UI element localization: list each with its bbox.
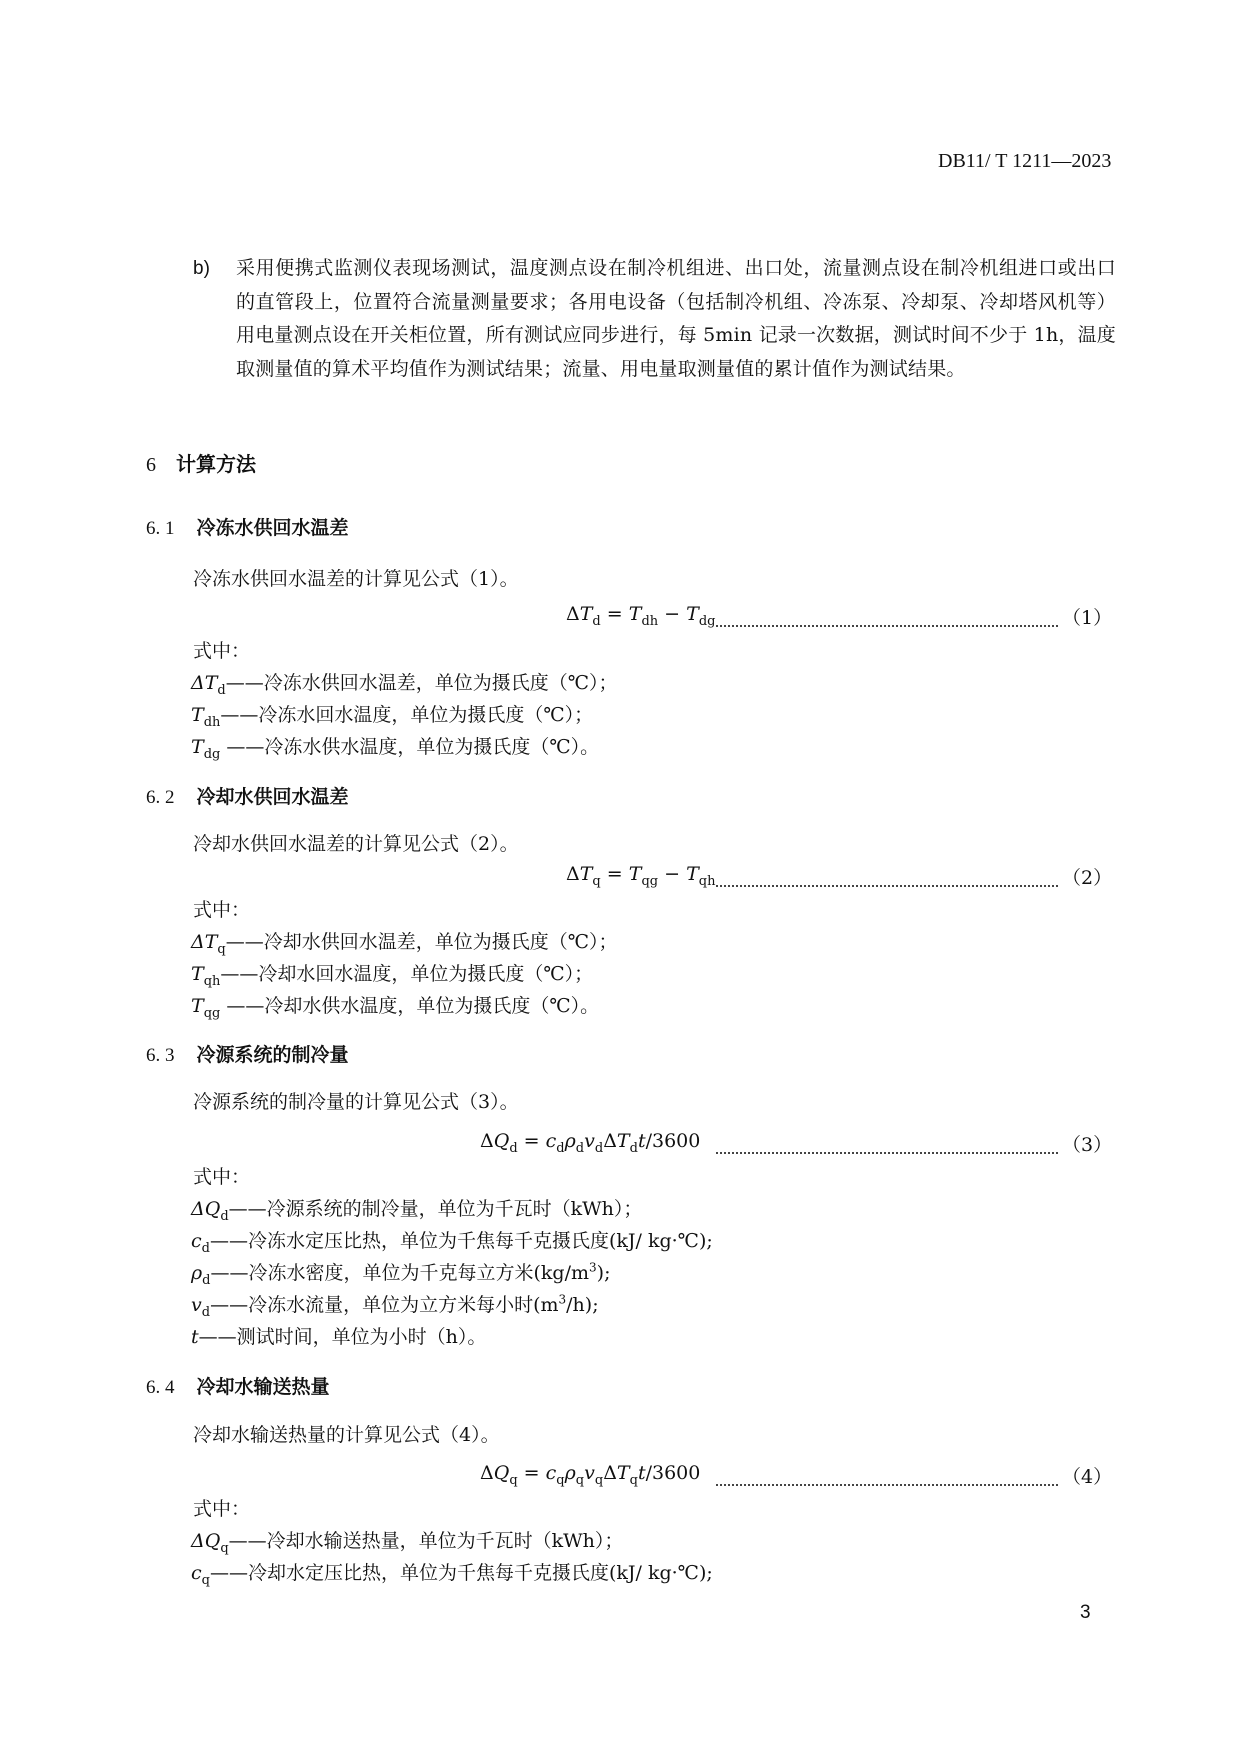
subsection-heading xyxy=(146,1040,349,1067)
list-item-text: 采用便携式监测仪表现场测试，温度测点设在制冷机组进、出口处，流量测点设在制冷机组进口或出口的直管段上，位置符合流量测量要求；各用电设备（包括制冷机组、冷冻泵、冷却泵、冷却塔风机等）用电量测点设在开关柜位置，所有测试应同步进行，每 5min 记录一次数据，测试时间不少于 1h，温度取测量值的算术平均值作为测试结果；流量、用电量取测量值的累计值作为测试结果。 xyxy=(236,257,1116,380)
equation-3: $\Delta Q_d = c_d\rho_dv_d\Delta T_dt/3600$ xyxy=(480,1130,701,1156)
intro-text: 冷却水输送热量的计算见公式（4）。 xyxy=(193,1424,500,1446)
variable-definition: $T_{qg}$ ——冷却水供水温度，单位为摄氏度（℃）。 xyxy=(191,995,600,1021)
subsection-number: 6. 1 xyxy=(146,518,175,539)
equation-1: $\Delta T_d = T_{dh} - T_{dg}$ xyxy=(566,603,716,629)
subsection-number: 6. 3 xyxy=(146,1045,175,1066)
variable-definition: $\Delta Q_q——$冷却水输送热量，单位为千瓦时（kWh）； xyxy=(191,1530,624,1556)
section-title: 计算方法 xyxy=(176,452,256,476)
variable-definition: $\Delta Q_d——$冷源系统的制冷量，单位为千瓦时（kWh）； xyxy=(191,1198,643,1224)
subsection-title: 冷却水输送热量 xyxy=(196,1376,330,1398)
leader-dots xyxy=(716,625,1058,627)
equation-4: $\Delta Q_q = c_q\rho_qv_q\Delta T_qt/3600$ xyxy=(480,1462,701,1488)
subsection-heading xyxy=(146,782,349,809)
where-label: 式中： xyxy=(193,899,251,921)
variable-definition: $c_d——$冷冻水定压比热，单位为千焦每千克摄氏度(kJ/ kg·℃); xyxy=(191,1230,713,1256)
equation-number: （4） xyxy=(1062,1466,1113,1488)
subsection-number: 6. 2 xyxy=(146,787,175,808)
variable-definition: $T_{qh}——$冷却水回水温度，单位为摄氏度（℃）； xyxy=(191,963,594,989)
subsection-title: 冷冻水供回水温差 xyxy=(196,517,349,539)
variable-definition: $c_q——$冷却水定压比热，单位为千焦每千克摄氏度(kJ/ kg·℃); xyxy=(191,1562,713,1588)
leader-dots xyxy=(716,1152,1058,1154)
page-number: 3 xyxy=(1080,1602,1091,1623)
where-label: 式中： xyxy=(193,640,251,662)
variable-definition: $T_{dg}$ ——冷冻水供水温度，单位为摄氏度（℃）。 xyxy=(191,736,600,762)
intro-text: 冷源系统的制冷量的计算见公式（3）。 xyxy=(193,1091,519,1113)
subsection-heading xyxy=(146,1372,330,1399)
variable-definition: $T_{dh}——$冷冻水回水温度，单位为摄氏度（℃）； xyxy=(191,704,594,730)
variable-definition: $\Delta T_d——$冷冻水供回水温差，单位为摄氏度（℃）； xyxy=(191,672,618,698)
section-number: 6 xyxy=(146,454,156,476)
section-heading xyxy=(146,448,256,477)
intro-text: 冷冻水供回水温差的计算见公式（1）。 xyxy=(193,568,519,590)
where-label: 式中： xyxy=(193,1498,251,1520)
subsection-title: 冷源系统的制冷量 xyxy=(196,1044,349,1066)
variable-definition: $\Delta T_q——$冷却水供回水温差，单位为摄氏度（℃）； xyxy=(191,931,618,957)
variable-definition: t——测试时间，单位为小时（h）。 xyxy=(191,1326,487,1348)
equation-2: $\Delta T_q = T_{qg} - T_{qh}$ xyxy=(566,863,716,889)
variable-definition: $v_d——$冷冻水流量，单位为立方米每小时$(m^3/h)$; xyxy=(191,1292,599,1320)
where-label: 式中： xyxy=(193,1166,251,1188)
equation-number: （1） xyxy=(1062,607,1113,629)
list-item-label: b) xyxy=(193,258,210,279)
document-code: DB11/ T 1211—2023 xyxy=(938,150,1112,172)
intro-text: 冷却水供回水温差的计算见公式（2）。 xyxy=(193,833,519,855)
variable-definition: $\rho_d——$冷冻水密度，单位为千克每立方米$(kg/m^3)$; xyxy=(191,1260,611,1288)
subsection-heading xyxy=(146,513,349,540)
equation-number: （2） xyxy=(1062,867,1113,889)
subsection-number: 6. 4 xyxy=(146,1377,175,1398)
leader-dots xyxy=(716,1484,1058,1486)
equation-number: （3） xyxy=(1062,1134,1113,1156)
leader-dots xyxy=(716,885,1058,887)
subsection-title: 冷却水供回水温差 xyxy=(196,786,349,808)
